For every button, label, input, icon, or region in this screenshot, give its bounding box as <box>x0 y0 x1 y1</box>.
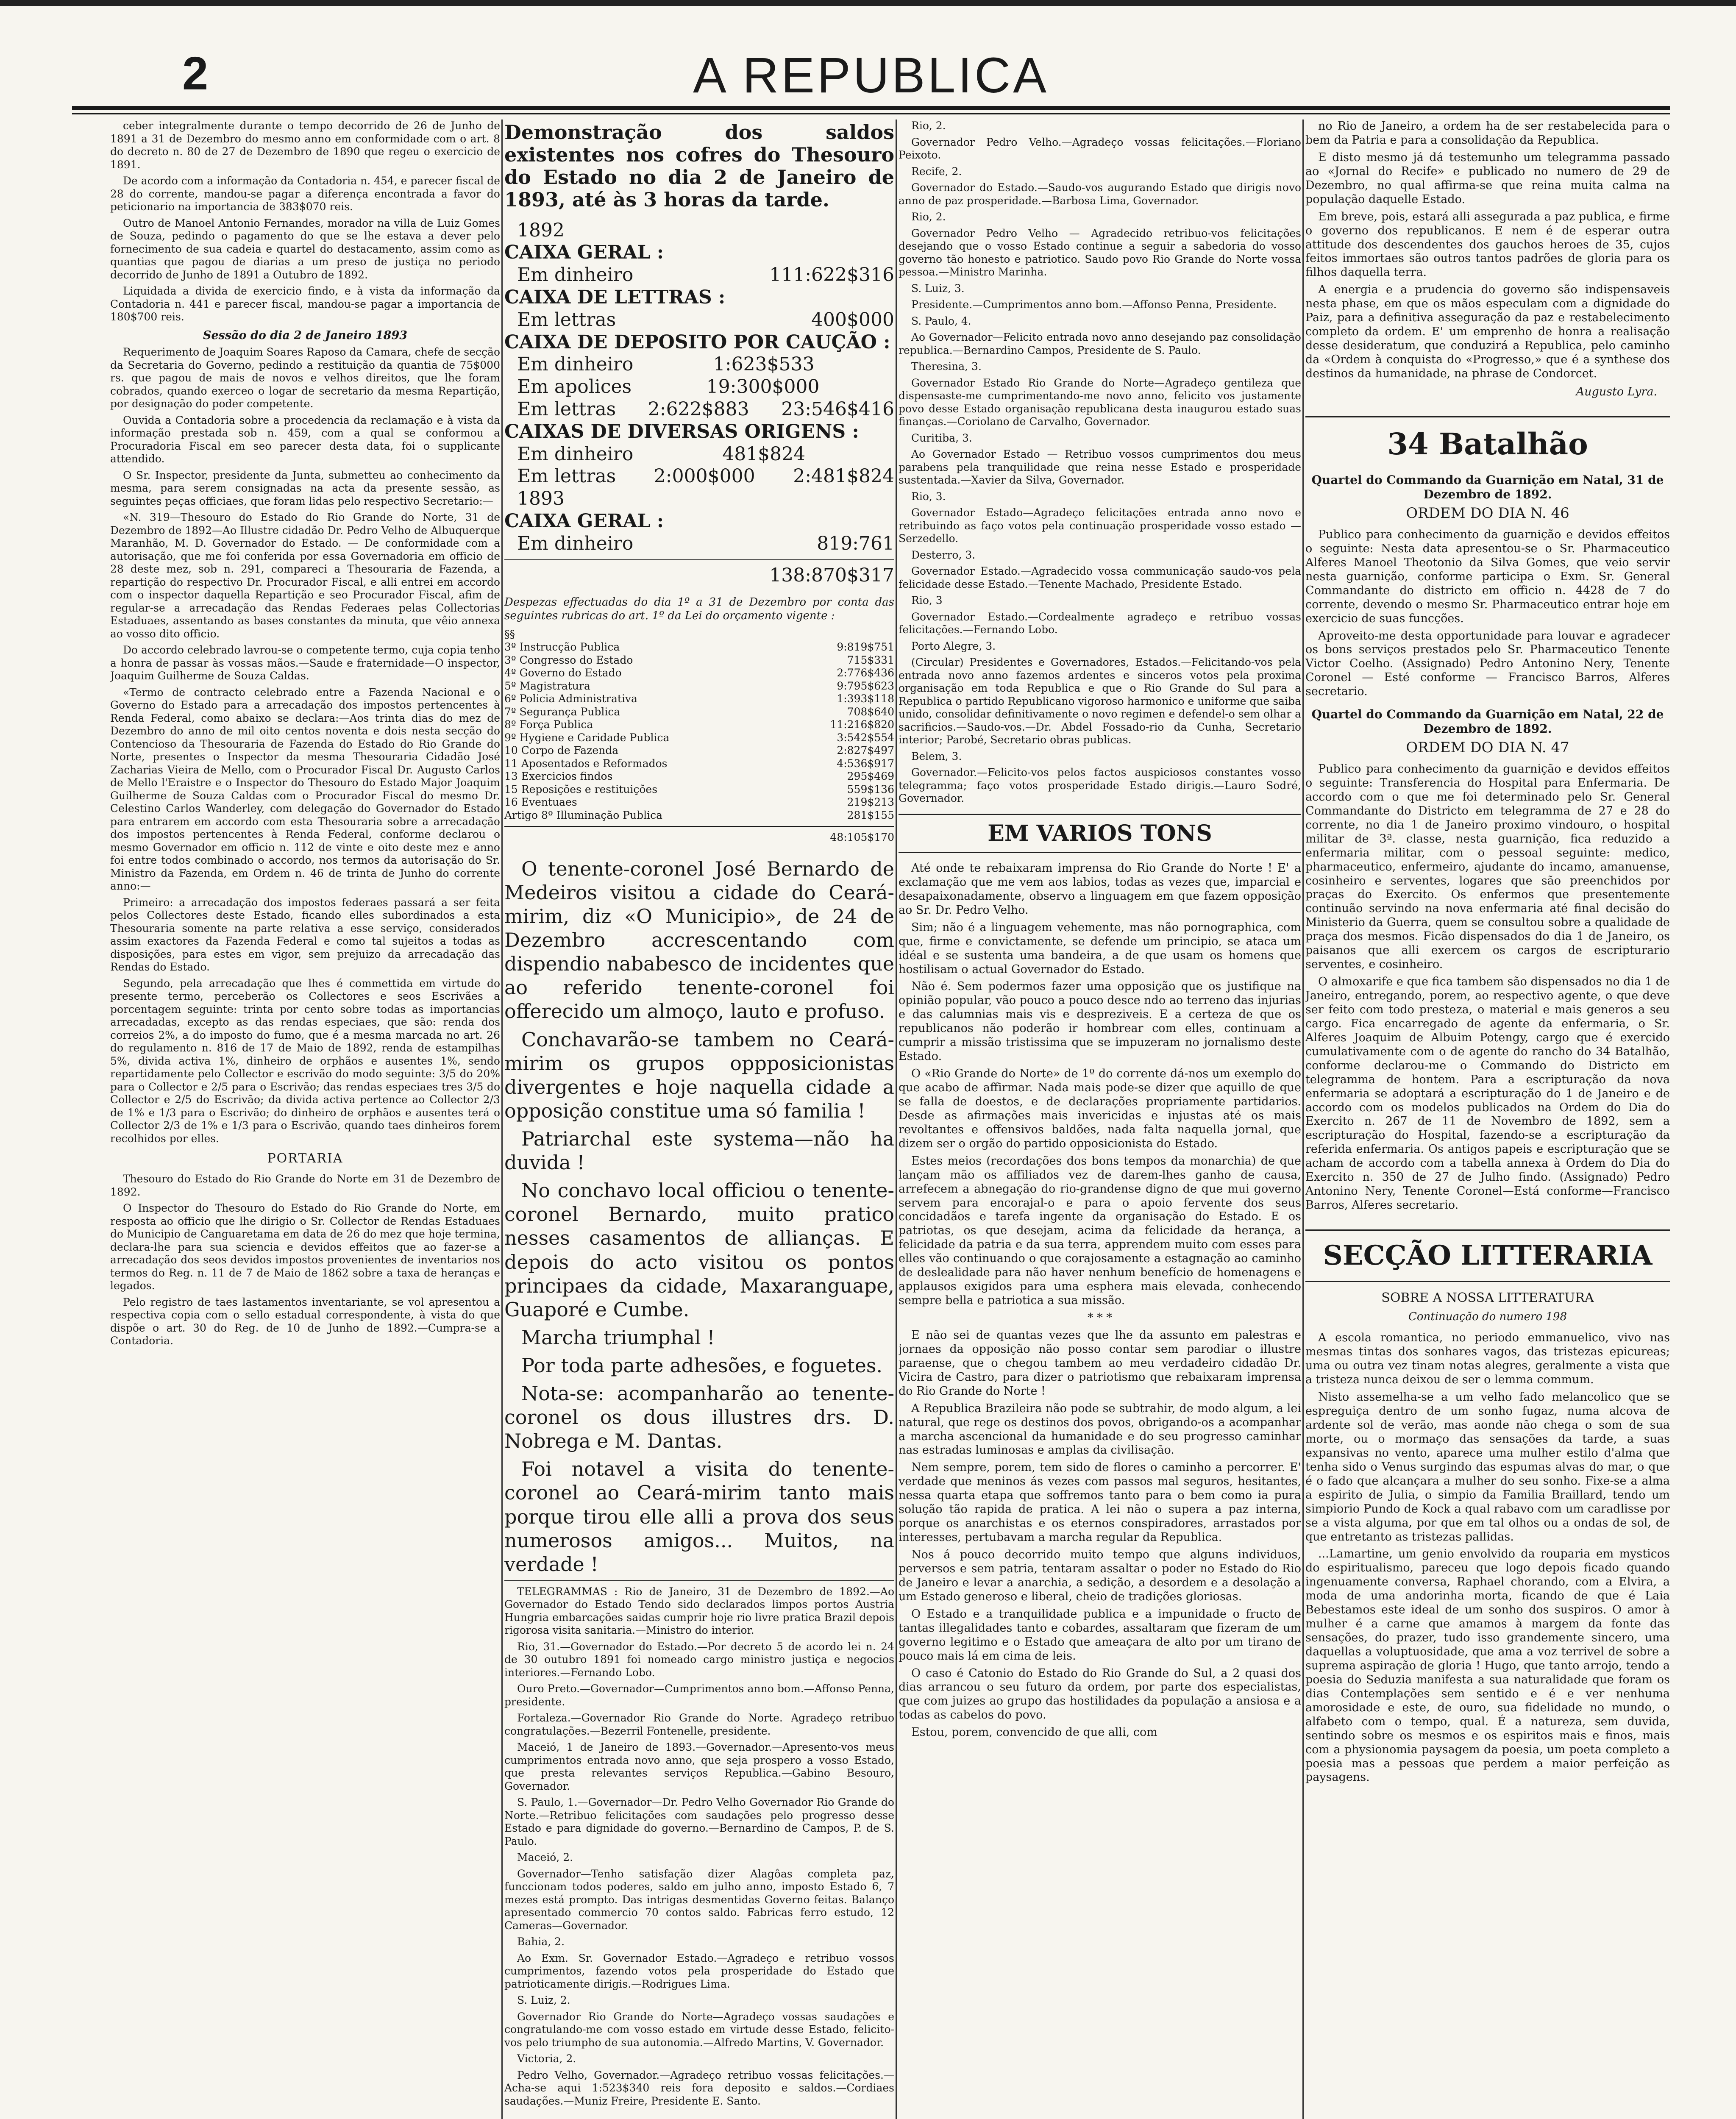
telegram-paragraph: Maceió, 2. <box>517 1851 573 1864</box>
column-2 <box>504 120 894 2119</box>
article-paragraph: Estes meios (recordações dos bons tempos da monarchia) de que lançam mão os affiliados vez de darem-lhes ganho de causa, arrefecem a abnegação do rio-grandense digno de que mui governo servem para encorajal-o e para o apoio fervente dos seus concidadãos e tarefa ingente da organisação do Estado. E os patriotas, os que desejam, acima da felicidade da herança, a felicidade da patria e da sua terra, apprendem muito com esses para elles vão continuando o que corajosamente a estagnação ao caminho de deslealidade para não haver nenhum benefício de homenagens e applausos exigidos para uma esphera mais elevada, conhecendo sempre bella e patriotica a sua missão. <box>899 1154 1301 1307</box>
balance-ledger <box>504 220 894 587</box>
article-paragraph: E não sei de quantas vezes que lhe da assunto em palestras e jornaes da opposição não posso contar sem parodiar o illustre paraense, que o chegou tambem ao meu verdadeiro cidadão Dr. Vicira de Castro, para dizer o patriotismo que rebaixaram imprensa do Rio Grande do Norte ! <box>899 1328 1301 1398</box>
expense-value: 219$213 <box>847 796 894 809</box>
balance-summary-heading: Demonstração dos saldos existentes nos cofres do Thesouro do Estado no dia 2 de Janeiro de 1893, até às 3 horas da tarde. <box>504 121 894 211</box>
ledger-grand-total: 138:870$317 <box>769 564 894 586</box>
telegram-paragraph: (Circular) Presidentes e Governadores, Estados.—Felicitando-vos pela entrada novo anno fazemos ardentes e sinceros votos pela proxima organisação em toda Republica e que o Rio Grande do Sul para a Republica o partido Republicano vigoroso harmonico e uniforme que saiba unido, consolidar definitivamente o novo regimen e defendel-o sem olhar a sacrificios.—Saudo-vos.—Dr. Abdel Fossado-rio da Cunha, Secretario interior; Parobé, Secretario obras publicas. <box>899 656 1301 746</box>
telegram-paragraph: Rio, 3 <box>911 594 943 606</box>
article-paragraph: Até onde te rebaixaram imprensa do Rio Grande do Norte ! E' a exclamação que me vem aos labios, todas as vezes que, imparcial e desapaixonadamente, observo a linguagem em que fazem opposição ao Sr. Dr. Pedro Velho. <box>899 861 1301 917</box>
expense-row <box>504 641 894 654</box>
telegram-paragraph: Maceió, 1 de Janeiro de 1893.—Governador.—Apresento-vos meus cumprimentos entrada novo anno, que seja prospero a vosso Estado, que presta relevantes serviços Republica.—Gabino Besouro, Governador. <box>504 1741 894 1792</box>
ledger-subtotal: 2:481$824 <box>793 465 894 487</box>
telegram-paragraph: Governador Estado Rio Grande do Norte—Agradeço gentileza que dispensaste-me cumprimentando-me novo anno, felicito vos justamente povo desse Estado organisação republicana desta inaugurou estado suas finanças.—Coriolano de Carvalho, Governador. <box>899 376 1301 428</box>
expense-value: 708$640 <box>847 705 894 718</box>
ledger-value: 400$000 <box>811 309 894 331</box>
article-paragraph: Outro de Manoel Antonio Fernandes, morador na villa de Luiz Gomes de Souza, pedindo o pagamento do que se lhe estava a dever pelo fornecimento de sua cadeia e quartel do destacamento, assim como as quantias que pagou de diarias a um preso de justiça no periodo decorrido de Junho de 1891 a Outubro de 1892. <box>110 217 500 281</box>
article-paragraph: O «Rio Grande do Norte» de 1º do corrente dá-nos um exemplo do que acabo de affirmar. Nada mais pode-se dizer que aquillo de que se falla de doestos, e de declarações propriamente partidarios. Desde as afirmações mais invericidas e injustas até os mais revoltantes e offensivos baldões, nada falta naquella jornal, que dizem ser o orgão do partido opposicionista do Estado. <box>899 1067 1301 1150</box>
column-divider <box>896 120 897 2119</box>
em-varios-tons-heading: EM VARIOS TONS <box>899 814 1301 853</box>
article-paragraph: «Termo de contracto celebrado entre a Fazenda Nacional e o Governo do Estado para a arrecadação dos impostos pertencentes à Renda Federal, como abaixo se declara:—Aos trinta dias do mez de Dezembro do anno de mil oito centos noventa e dois nesta secção do Contencioso da Thesouraria de Fazenda do Estado do Rio Grande do Norte, presentes o Inspector da mesma Thesouraria Cidadão José Zacharias Vieira de Mello, com o Procurador Fiscal Dr. Augusto Carlos de Mello l'Eraistre e o Inspector do Thesouro do Estado Major Joaquim Guilherme de Souza Caldas com o Procurador Fiscal do mesmo Dr. Celestino Carlos Wanderley, com delegação do Governador do Estado para entrarem em accordo com esta Thesouraria sobre a arrecadação dos impostos pertencentes à Renda Federal, conforme declarou o mesmo Governador em officio n. 112 de vinte e oito deste mez e anno foi entre todos combinado o accordo, nos termos da autorisação do Sr. Ministro da Fazenda, em Ordem n. 46 de trinta de Junho do corrente anno:— <box>110 686 500 893</box>
expenses-table <box>504 628 894 822</box>
expenses-rule <box>504 826 894 827</box>
expense-value: 2:827$497 <box>837 744 894 757</box>
telegram-paragraph: Curitiba, 3. <box>911 431 972 444</box>
ledger-subtotal: 23:546$416 <box>781 398 894 420</box>
masthead-rule-thin <box>72 113 1670 114</box>
ledger-value: 111:622$316 <box>769 264 894 286</box>
telegram-paragraph: S. Luiz, 3. <box>911 282 965 295</box>
expense-row <box>504 718 894 731</box>
ledger-label: Em lettras <box>517 398 616 420</box>
telegram-paragraph: Governador Rio Grande do Norte—Agradeço vossas saudações e congratulando-me com vosso estado em virtude desse Estado, felicito-vos pelo triumpho de sua autonomia.—Alfredo Martins, V. Governador. <box>504 2010 894 2049</box>
article-paragraph: Em breve, pois, estará alli assegurada a paz publica, e firme o governo dos republicanos. E nem é de esperar outra attitude dos descendentes dos gauchos heroes de 35, cujos feitos immortaes são outros tantos padrões de gloria para os filhos daquella terra. <box>1305 210 1670 279</box>
expense-value: 281$155 <box>847 809 894 821</box>
ledger-section: CAIXAS DE DIVERSAS ORIGENS : <box>504 420 859 442</box>
article-paragraph: ...Lamartine, um genio envolvido da rouparia em mysticos do espiritualismo, pareceu que logo depois ficado quando ingenuamente conversa, Raphael chorando, com a Elvira, a moda de uma andorinha morta, ficando de que é Laia Bebestamos este ideal de um sonho dos suspiros. O amor à mulher é a carne que amamos à margem da fonte das sensações, do prazer, tudo isso grandemente sincero, uma daquellas a voluptuosidade, que ama a voz terrivel de sobre a suprema aspiração de gloria ! Hugo, que tanto arrojo, tendo a poesia do Seduzia manifesta a sua naturalidade que foram os dias Contemplações sem sentido e é e ver nenhuma amorosidade e este, de ouro, sua fidelidade no mundo, o alfabeto com o tempo, qual. É a natureza, sem duvida, sentindo sobre os mesmos e os espiritos mais e finos, mais com a physionomia paysagem da poesia, um poeta completo a poesia mas a pessoas que perdem a maior perfeição as paysagens. <box>1305 1547 1670 1784</box>
telegram-paragraph: S. Luiz, 2. <box>517 1994 570 2007</box>
expense-value: 9:819$751 <box>837 641 894 653</box>
masthead-rule <box>72 106 1670 110</box>
ledger-value: 19:300$000 <box>706 376 820 398</box>
ledger-label: Em lettras <box>517 465 616 487</box>
expense-value: 715$331 <box>847 653 894 666</box>
expense-label: 13 Exercicios findos <box>504 770 613 783</box>
article-paragraph: Nem sempre, porem, tem sido de flores o caminho a percorrer. E' verdade que meninos ás vezes com passos mal seguros, hesitantes, nessa quarta etapa que soffremos tanto para o bem como ia pura solução tão rapida de pratica. A lei não o supera a paz interna, porque os anarchistas e os eternos conspiradores, arrastados por interesses, pertubavam a marcha regular da Republica. <box>899 1461 1301 1544</box>
expense-row <box>504 783 894 796</box>
expense-value: 9:795$623 <box>837 679 894 692</box>
expenses-total: 48:105$170 <box>830 831 894 844</box>
ledger-value: 2:622$883 <box>648 398 749 420</box>
telegram-paragraph: Fortaleza.—Governador Rio Grande do Norte. Agradeço retribuo congratulações.—Bezerril Fontenelle, presidente. <box>504 1712 894 1737</box>
expense-label: 7º Segurança Publica <box>504 705 620 718</box>
order-of-day-heading: ORDEM DO DIA N. 46 <box>1406 504 1569 522</box>
article-paragraph: Nisto assemelha-se a um velho fado melancolico que se espreguiça dentro de um sonho fugaz, numa alcova de ardente sol de verão, mas aonde não chega o som de sua morte, ou o mormaço das sensações da tarde, a suas expansivas no vento, aparece uma mulher estilo d'alma que tenha sido o Venus surgindo das espumas alvas do mar, o que é o fado que alcançara a mulher do seu sonho. Fixe-se a alma a espirito de Julia, o simpio da Familia Braillard, tendo um simpiorio Pundo de Kock a qual rabavo com um caradlisse por se a vista alguma, por que em tal olhos ou a ondas de sol, de que entretanto as tristezas pallidas. <box>1305 1390 1670 1543</box>
expense-row <box>504 706 894 719</box>
expense-label: Artigo 8º Illuminação Publica <box>504 809 663 821</box>
expense-row <box>504 731 894 745</box>
article-paragraph: Aproveito-me desta opportunidade para louvar e agradecer os bons serviços prestados pelo Sr. Pharmaceutico Tenente Victor Coelho. (Assignado) Pedro Antonino Nery, Tenente Coronel — Esté conforme — Francisco Barros, Alferes secretario. <box>1305 629 1670 698</box>
telegram-paragraph: Governador Estado.—Cordealmente agradeço e retribuo vossas felicitações.—Fernando Lobo. <box>899 610 1301 636</box>
expense-label: 11 Aposentados e Reformados <box>504 757 668 770</box>
article-paragraph: A energia e a prudencia do governo são indispensaveis nesta phase, em que os mãos especulam com a dignidade do Paiz, para a definitiva asseguração da paz e restabelecimento completo da ordem. E' um emprenho de honra a realisação desse desideratum, que conduzirá a Republica, pelo caminho da «Ordem à conquista do «Progresso,» que é a synthese dos destinos da humanidade, na phrase de Condorcet. <box>1305 283 1670 380</box>
expense-label: 3º Instrucção Publica <box>504 641 620 653</box>
telegram-paragraph: Pedro Velho, Governador.—Agradeço retribuo vossas felicitações.—Acha-se aqui 1:523$340 reis fora deposito e saldos.—Cordiaes saudações.—Muniz Freire, Presidente E. Santo. <box>504 2069 894 2107</box>
article-paragraph: O almoxarife e que fica tambem são dispensados no dia 1 de Janeiro, entregando, porem, ao respectivo agente, o que deve ser feito com todo presteza, o material e mais generos a seu cargo. Fica encarregado de agente da enfermaria, o Sr. Alferes Joaquim de Albuim Potengy, cargo que é exercido cumulativamente com o de agente do rancho do 34 Batalhão, conforme declarou-me o Commando do Districto em telegramma de hontem. Para a escripturação da nova enfermaria se adoptará a escripturação do 1 de Janeiro e de accordo com os modelos publicados na Ordem do Dia do Exercito n. 267 de 11 de Novembro de 1892, sem a escripturação do Hospital, fazendo-se a escripturação da referida enfermaria. Os antigos papeis e escripturação que se acham de accordo com a tabella annexa à Ordem do Dia do Exercito n. 350 de 27 de Julho findo. (Assignado) Pedro Antonino Nery, Tenente Coronel—Está conforme—Francisco Barros, Alferes secretario. <box>1305 975 1670 1212</box>
column-3 <box>899 120 1301 2119</box>
ledger-value: 819:761 <box>817 532 894 554</box>
telegram-paragraph: Recife, 2. <box>911 165 962 178</box>
expense-row <box>504 628 894 641</box>
section-rule <box>504 1580 894 1581</box>
ledger-label: Em apolices <box>517 376 632 398</box>
separator-mark: * * * <box>1088 1311 1112 1324</box>
article-paragraph: E disto mesmo já dá testemunho um telegramma passado ao «Jornal do Recife» e publicado no numero de 29 de Dezembro, no qual affirma-se que reina muita calma na população daquelle Estado. <box>1305 150 1670 206</box>
telegram-paragraph: Ouro Preto.—Governador—Cumprimentos anno bom.—Affonso Penna, presidente. <box>504 1682 894 1708</box>
page-top-border <box>0 0 1736 6</box>
article-paragraph: Pelo registro de taes lastamentos inventariante, se vol apresentou a respectiva copia com o sello estadual correspondente, à vista do que dispõe o art. 30 do Reg. de 10 de Junho de 1892.—Cumpra-se a Contadoria. <box>110 1296 500 1347</box>
expense-label: 9º Hygiene e Caridade Publica <box>504 731 670 744</box>
article-paragraph: Segundo, pela arrecadação que lhes é commettida em virtude do presente termo, perceberão os Collectores e seos Escrivães a porcentagem seguinte: trinta por cento sobre todas as importancias arrecadadas, excepto as das rendas especiaes, que são: renda dos correios 2%, a do imposto do fumo, que é a mesma marcada no art. 26 do regulamento n. 816 de 17 de Maio de 1892, renda de estampilhas 5%, divida activa 1%, dinheiro de orphãos e ausentes 1%, sendo repartidamente pelo Collector e escrivão do modo seguinte: 3/5 do 20% para o Collector e 2/5 para o Escrivão; das rendas especiaes tres 3/5 do Collector e 2/5 do Escrivão; da divida activa pertence ao Collector 2/3 de 1% e 1/3 para o Escrivão; do dinheiro de orphãos e ausentes terá o Collector 2/3 de 1% e 1/3 para o Escrivão, quando taes dinheiros forem recolhidos por elles. <box>110 977 500 1145</box>
expense-value: 3:542$554 <box>837 731 894 744</box>
article-paragraph: Primeiro: a arrecadação dos impostos federaes passará a ser feita pelos Collectores deste Estado, ficando elles subordinados a esta Thesouraria somente na parte relativa a esse serviço, considerados assim exactores da Fazenda Federal e como tal sujeitos a todas as disposições, para estes em vigor, sem prejuizo da arrecadação das Rendas do Estado. <box>110 896 500 973</box>
telegram-paragraph: Ao Exm. Sr. Governador Estado.—Agradeço e retribuo vossos cumprimentos, fazendo votos pela prosperidade do Estado que patrioticamente dirigis.—Rodrigues Lima. <box>504 1952 894 1990</box>
expense-label: 4º Governo do Estado <box>504 667 622 679</box>
article-paragraph: Nos á pouco decorrido muito tempo que alguns individuos, perversos e sem patria, tentaram assaltar o poder no Estado do Rio de Janeiro e levar a anarchia, a sedição, a desordem e a desolação a um Estado generoso e liberal, cheio de tradições gloriosas. <box>899 1548 1301 1603</box>
telegram-paragraph: Governador Pedro Velho.—Agradeço vossas felicitações.—Floriano Peixoto. <box>899 136 1301 161</box>
quartel-heading: Quartel do Commando da Guarnição em Natal, 22 de Dezembro de 1892. <box>1311 707 1664 736</box>
expense-label: 10 Corpo de Fazenda <box>504 744 619 757</box>
article-paragraph: O tenente-coronel José Bernardo de Medeiros visitou a cidade do Ceará-mirim, diz «O Municipio», de 24 de Dezembro accrescentando com dispendio nababesco de incidentes que ao referido tenente-coronel foi offerecido um almoço, lauto e profuso. <box>504 857 894 1023</box>
expense-row <box>504 654 894 667</box>
telegram-paragraph: Governador Estado—Agradeço felicitações entrada anno novo e retribuindo as faço votos pela continuação prosperidade vosso estado — Serzedello. <box>899 506 1301 545</box>
article-paragraph: Requerimento de Joaquim Soares Raposo da Camara, chefe de secção da Secretaria do Governo, pedindo a restituição da quantia de 75$000 rs. que pagou de mais de novos e velhos direitos, que lhe foram cobrados, quando exerceo o logar de secretario da mesma Repartição, por designação do poder competente. <box>110 346 500 410</box>
article-paragraph: Conchavarão-se tambem no Ceará-mirim os grupos oppposicionistas divergentes e hoje naquella cidade a opposição constitue uma só familia ! <box>504 1028 894 1122</box>
expenses-total-row <box>504 831 894 844</box>
masthead <box>72 30 1670 102</box>
article-paragraph: O Sr. Inspector, presidente da Junta, submetteu ao conhecimento da mesma, para serem consignadas na acta da presente sessão, as seguintes peças officiaes, que foram lidas pelo respectivo Secretario:— <box>110 469 500 507</box>
continuation-note: Continuação do numero 198 <box>1408 1310 1567 1323</box>
article-paragraph: ceber integralmente durante o tempo decorrido de 26 de Junho de 1891 a 31 de Dezembro do mesmo anno em conformidade com o art. 8 do decreto n. 80 de 27 de Dezembro de 1890 que regeu o exercicio de 1891. <box>110 120 500 171</box>
telegram-paragraph: Governador Estado.—Agradecido vossa communicação saudo-vos pela felicidade desse Estado.—Tenente Machado, Presidente Estado. <box>899 565 1301 590</box>
telegram-paragraph: Governador do Estado.—Saudo-vos augurando Estado que dirigis novo anno de paz prosperidade.—Barbosa Lima, Governador. <box>899 181 1301 207</box>
expense-row <box>504 809 894 822</box>
expense-row <box>504 692 894 706</box>
article-paragraph: «N. 319—Thesouro do Estado do Rio Grande do Norte, 31 de Dezembro de 1892—Ao Illustre cidadão Dr. Pedro Velho de Albuquerque Maranhão, M. D. Governador do Estado. — De conformidade com a autorisação, que me foi conferida por essa Governadoria em officio de 28 deste mez, sob n. 291, compareci a Thesouraria de Fazenda, a repartição do respectivo Dr. Procurador Fiscal, e alli entrei em accordo com o inspector daquella Repartição e seo Procurador Fiscal, afim de regular-se a arrecadação das Rendas Federaes pelas Collectorias Estaduaes, assentando as bases constantes da minuta, que vêio annexa ao vosso dito officio. <box>110 511 500 640</box>
telegram-paragraph: Rio, 3. <box>911 490 946 503</box>
battalion-heading: 34 Batalhão <box>1305 416 1670 462</box>
telegram-paragraph: Belem, 3. <box>911 750 962 762</box>
article-paragraph: O caso é Catonio do Estado do Rio Grande do Sul, a 2 quasi dos dias arrancou o seu futuro da ordem, por parte dos especialistas, que com juizes ao grupo das hostilidades da população a ansiosa e a todas as cabelos do povo. <box>899 1666 1301 1722</box>
telegram-paragraph: S. Paulo, 1.—Governador—Dr. Pedro Velho Governador Rio Grande do Norte.—Retribuo felicitações com saudações pelo progresso desse Estado e para dignidade do governo.—Bernardino de Campos, P. de S. Paulo. <box>504 1796 894 1847</box>
article-paragraph: A escola romantica, no periodo emmanuelico, vivo nas mesmas tintas dos sonhares vagos, das tristezas epicureas; uma ou outra vez tinam notas alegres, geralmente a vista que a tristeza nunca deixou de ser o lemma commum. <box>1305 1331 1670 1387</box>
ledger-value: 1:623$533 <box>713 353 815 375</box>
expense-row <box>504 757 894 770</box>
column-4 <box>1305 120 1670 2119</box>
telegram-paragraph: TELEGRAMMAS : Rio de Janeiro, 31 de Dezembro de 1892.—Ao Governador do Estado Tendo sido declarados limpos portos Austria Hungria embarcações saidas cumprir hoje rio livre pratica Brazil depois rigorosa visita sanitaria.—Ministro do interior. <box>504 1585 894 1637</box>
article-paragraph: Estou, porem, convencido de que alli, com <box>911 1726 1157 1739</box>
expense-value: 2:776$436 <box>837 667 894 679</box>
telegrams-continued <box>899 120 1301 805</box>
telegram-paragraph: Victoria, 2. <box>517 2052 576 2065</box>
telegram-paragraph: Rio, 2. <box>911 120 946 132</box>
article-paragraph: Liquidada a divida de exercicio findo, e à vista da informação da Contadoria n. 441 e parecer fiscal, mandou-se pagar a importancia de 180$700 reis. <box>110 285 500 323</box>
article-paragraph: Nota-se: acompanharão ao tenente-coronel os dous illustres drs. D. Nobrega e M. Dantas. <box>504 1382 894 1453</box>
expense-label: §§ <box>504 628 515 640</box>
telegram-paragraph: Governador.—Felicito-vos pelos factos auspiciosos constantes vosso telegramma; faço votos prosperidade Estado dirigis.—Lauro Sodré, Governador. <box>899 766 1301 804</box>
expense-label: 3º Congresso do Estado <box>504 653 633 666</box>
article-paragraph: O Estado e a tranquilidade publica e a impunidade o fructo de tantas illegalidades tanto e cobardes, assaltaram que fizeram de um governo legitimo e o Estado que ameaçara de alto por um tirano de pouco mais lá em cima de leis. <box>899 1607 1301 1663</box>
expense-label: 15 Reposições e restituições <box>504 783 658 795</box>
page-number: 2 <box>182 47 209 100</box>
expense-row <box>504 680 894 693</box>
article-paragraph: Publico para conhecimento da guarnição e devidos effeitos o seguinte: Transferencia do Hospital para Enfermaria. De accordo com o que me foi determinado pelo Sr. General Commandante do Districto em telegramma de 27 e 28 do corrente, no dia 1 de Janeiro proximo vindouro, o hospital militar de 3ª. classe, nesta guarnição, fica reduzido a enfermaria militar, com o pessoal seguinte: medico, pharmaceutico, enfermeiro, ajudante do incamo, amanuense, cosinheiro e serventes, logares que são preenchidos por praças do Exercito. Os enfermos que presentemente continuão servindo na nova enfermaria até final decisão do Ministerio da Guerra, quem se consultou sobre a qualidade de praça dos mesmos. Ficão dispensados do dia 1 de Janeiro, os paisanos que alli exercem os cargos de escripturario serventes, e cosinheiro. <box>1305 762 1670 971</box>
telegram-paragraph: Rio, 31.—Governador do Estado.—Por decreto 5 de acordo lei n. 24 de 30 outubro 1891 foi nomeado cargo ministro justiça e negocios interiores.—Fernando Lobo. <box>504 1640 894 1679</box>
telegram-paragraph: Ao Governador Estado — Retribuo vossos cumprimentos dou meus parabens pela tranquilidade que reina nesse Estado e prosperidade sustentada.—Xavier da Silva, Governador. <box>899 448 1301 486</box>
newspaper-title: A REPUBLICA <box>693 47 1049 103</box>
ledger-label: Em dinheiro <box>517 532 634 554</box>
ledger-value: 2:000$000 <box>654 465 755 487</box>
telegram-paragraph: Ao Governador—Felicito entrada novo anno desejando paz consolidação republica.—Bernardino Campos, Presidente de S. Paulo. <box>899 331 1301 356</box>
ledger-rule <box>504 559 894 560</box>
expense-value: 1:393$118 <box>837 692 894 705</box>
article-paragraph: no Rio de Janeiro, a ordem ha de ser restabelecida para o bem da Patria e para a consolidação da Republica. <box>1305 120 1670 147</box>
ledger-section: CAIXA DE DEPOSITO POR CAUÇÃO : <box>504 331 890 353</box>
article-paragraph: A Republica Brazileira não pode se subtrahir, de modo algum, a lei natural, que rege os destinos dos povos, obrigando-os a acompanhar a marcha ascencional da humanidade e do seu progresso caminhar nas estradas luminosas e amplas da civilisação. <box>899 1402 1301 1457</box>
article-title: SOBRE A NOSSA LITTERATURA <box>1381 1290 1594 1306</box>
expense-row <box>504 667 894 680</box>
article-paragraph: Patriarchal este systema—não ha duvida ! <box>504 1127 894 1174</box>
expense-label: 6º Policia Administrativa <box>504 692 637 705</box>
ledger-section: CAIXA DE LETTRAS : <box>504 286 726 308</box>
ledger-label: Em dinheiro <box>517 443 634 465</box>
portaria-heading: PORTARIA <box>267 1151 343 1166</box>
session-heading: Sessão do dia 2 de Janeiro 1893 <box>203 328 408 342</box>
article-paragraph: No conchavo local officiou o tenente-coronel Bernardo, muito pratico nesses casamentos de allianças. E depois do acto visitou os pontos principaes da cidade, Maxaranguape, Guaporé e Cumbe. <box>504 1179 894 1321</box>
quartel-heading: Quartel do Commando da Guarnição em Natal, 31 de Dezembro de 1892. <box>1311 473 1664 502</box>
article-paragraph: Foi notavel a visita do tenente-coronel ao Ceará-mirim tanto mais porque tirou elle alli a prova dos seus numerosos amigos... Muitos, na verdade ! <box>504 1457 894 1576</box>
article-paragraph: O Inspector do Thesouro do Estado do Rio Grande do Norte, em resposta ao officio que lhe dirigio o Sr. Collector de Rendas Estaduaes do Municipio de Canguaretama em data de 26 do mez que hoje termina, declara-lhe para sua sciencia e devidos effeitos que ao fazer-se a arrecadação dos seos devidos impostos provenientes de inventarios nos termos do Reg. n. 11 de 7 de Maio de 1862 sobre a taxa de heranças e legados. <box>110 1202 500 1292</box>
expense-row <box>504 744 894 757</box>
telegrams-section <box>504 1585 894 2108</box>
telegram-paragraph: Governador—Tenho satisfação dizer Alagôas completa paz, funccionam todos poderes, saldo em julho anno, imposto Estado 6, 7 mezes está prompto. Das intrigas desmentidas Governo feitas. Balanço apresentado commercio 70 contos saldo. Fabricas ferro estudo, 12 Cameras—Governador. <box>504 1867 894 1932</box>
telegram-paragraph: Porto Alegre, 3. <box>911 640 996 652</box>
expense-label: 5º Magistratura <box>504 679 590 692</box>
telegram-paragraph: Rio, 2. <box>911 211 946 223</box>
article-paragraph: Não é. Sem podermos fazer uma opposição que os justifique na opinião popular, vão pouco a pouco desce ndo ao terreno das injurias e das calumnias mais vis e despreziveis. E a certeza de que os republicanos não poderão ir hombrear com elles, continuam a cumprir a missão tristissima que se impuzeram no jornalismo deste Estado. <box>899 980 1301 1063</box>
article-paragraph: Do accordo celebrado lavrou-se o competente termo, cuja copia tenho a honra de passar às vossas mãos.—Saude e fraternidade—O inspector, Joaquim Guilherme de Souza Caldas. <box>110 644 500 682</box>
column-1 <box>110 120 500 2119</box>
ledger-label: Em lettras <box>517 309 616 331</box>
author-signature: Augusto Lyra. <box>1576 385 1657 398</box>
telegram-paragraph: Desterro, 3. <box>911 548 976 561</box>
article-paragraph: Por toda parte adhesões, e foguetes. <box>521 1354 883 1377</box>
expense-value: 4:536$917 <box>837 757 894 770</box>
expense-label: 16 Eventuaes <box>504 796 577 809</box>
telegram-paragraph: S. Paulo, 4. <box>911 314 971 327</box>
expense-label: 8º Força Publica <box>504 718 593 731</box>
telegram-paragraph: Presidente.—Cumprimentos anno bom.—Affonso Penna, Presidente. <box>911 298 1277 311</box>
ledger-section: CAIXA GERAL : <box>504 510 664 532</box>
ledger-value: 481$824 <box>722 443 806 465</box>
expense-value: 11:216$820 <box>830 718 894 731</box>
ledger-label: Em dinheiro <box>517 264 634 286</box>
ledger-section: CAIXA GERAL : <box>504 242 664 264</box>
order-of-day-heading: ORDEM DO DIA N. 47 <box>1406 739 1569 756</box>
article-paragraph: Publico para conhecimento da guarnição e devidos effeitos o seguinte: Nesta data apresentou-se o Sr. Pharmaceutico Alferes Manoel Theotonio da Silva Gomes, que veio servir nesta guarnição, conforme participa o Exm. Sr. General Commandante do districto em officio n. 4428 de 7 do corrente, devendo o mesmo Sr. Pharmaceutico entrar hoje em exercicio de suas funcções. <box>1305 528 1670 625</box>
literary-section-heading: SECÇÃO LITTERARIA <box>1305 1229 1670 1282</box>
article-paragraph: Marcha triumphal ! <box>521 1326 715 1349</box>
expense-value: 559$136 <box>847 783 894 795</box>
expense-value: 295$469 <box>847 770 894 783</box>
ledger-year: 1893 <box>517 488 565 510</box>
telegram-paragraph: Bahia, 2. <box>517 1935 565 1948</box>
expenses-title: Despezas effectuadas do dia 1º a 31 de Dezembro por conta das seguintes rubricas do art. 1º da Lei do orçamento vigente : <box>504 596 894 623</box>
expense-row <box>504 770 894 783</box>
article-paragraph: Sim; não é a linguagem vehemente, mas não pornographica, com que, firme e convictamente, se defende um principio, se ataca um idéal e se sustenta uma bandeira, a de que usam os homens que hostilisam o actual Governador do Estado. <box>899 920 1301 976</box>
telegram-paragraph: Governador Pedro Velho — Agradecido retribuo-vos felicitações desejando que o vosso Estado continue a seguir a sabedoria do vosso governo tão honesto e patriotico. Saudo povo Rio Grande do Norte vossa pessoa.—Ministro Marinha. <box>899 227 1301 278</box>
article-paragraph: De acordo com a informação da Contadoria n. 454, e parecer fiscal de 28 do corrente, mandou-se pagar a diferença encontrada a favor do peticionario na importancia de 383$070 reis. <box>110 175 500 213</box>
ledger-year: 1892 <box>517 219 565 241</box>
newspaper-page <box>72 30 1670 2119</box>
column-divider <box>501 120 503 2119</box>
article-paragraph: Thesouro do Estado do Rio Grande do Norte em 31 de Dezembro de 1892. <box>110 1173 500 1198</box>
telegram-paragraph: Theresina, 3. <box>911 360 982 373</box>
ledger-label: Em dinheiro <box>517 353 634 375</box>
column-divider <box>1302 120 1304 2119</box>
article-paragraph: Ouvida a Contadoria sobre a procedencia da reclamação e à vista da informação prestada sob n. 459, com a qual se conformou a Procuradoria Fiscal em seo parecer desta data, foi o supplicante attendido. <box>110 414 500 465</box>
expense-row <box>504 796 894 809</box>
